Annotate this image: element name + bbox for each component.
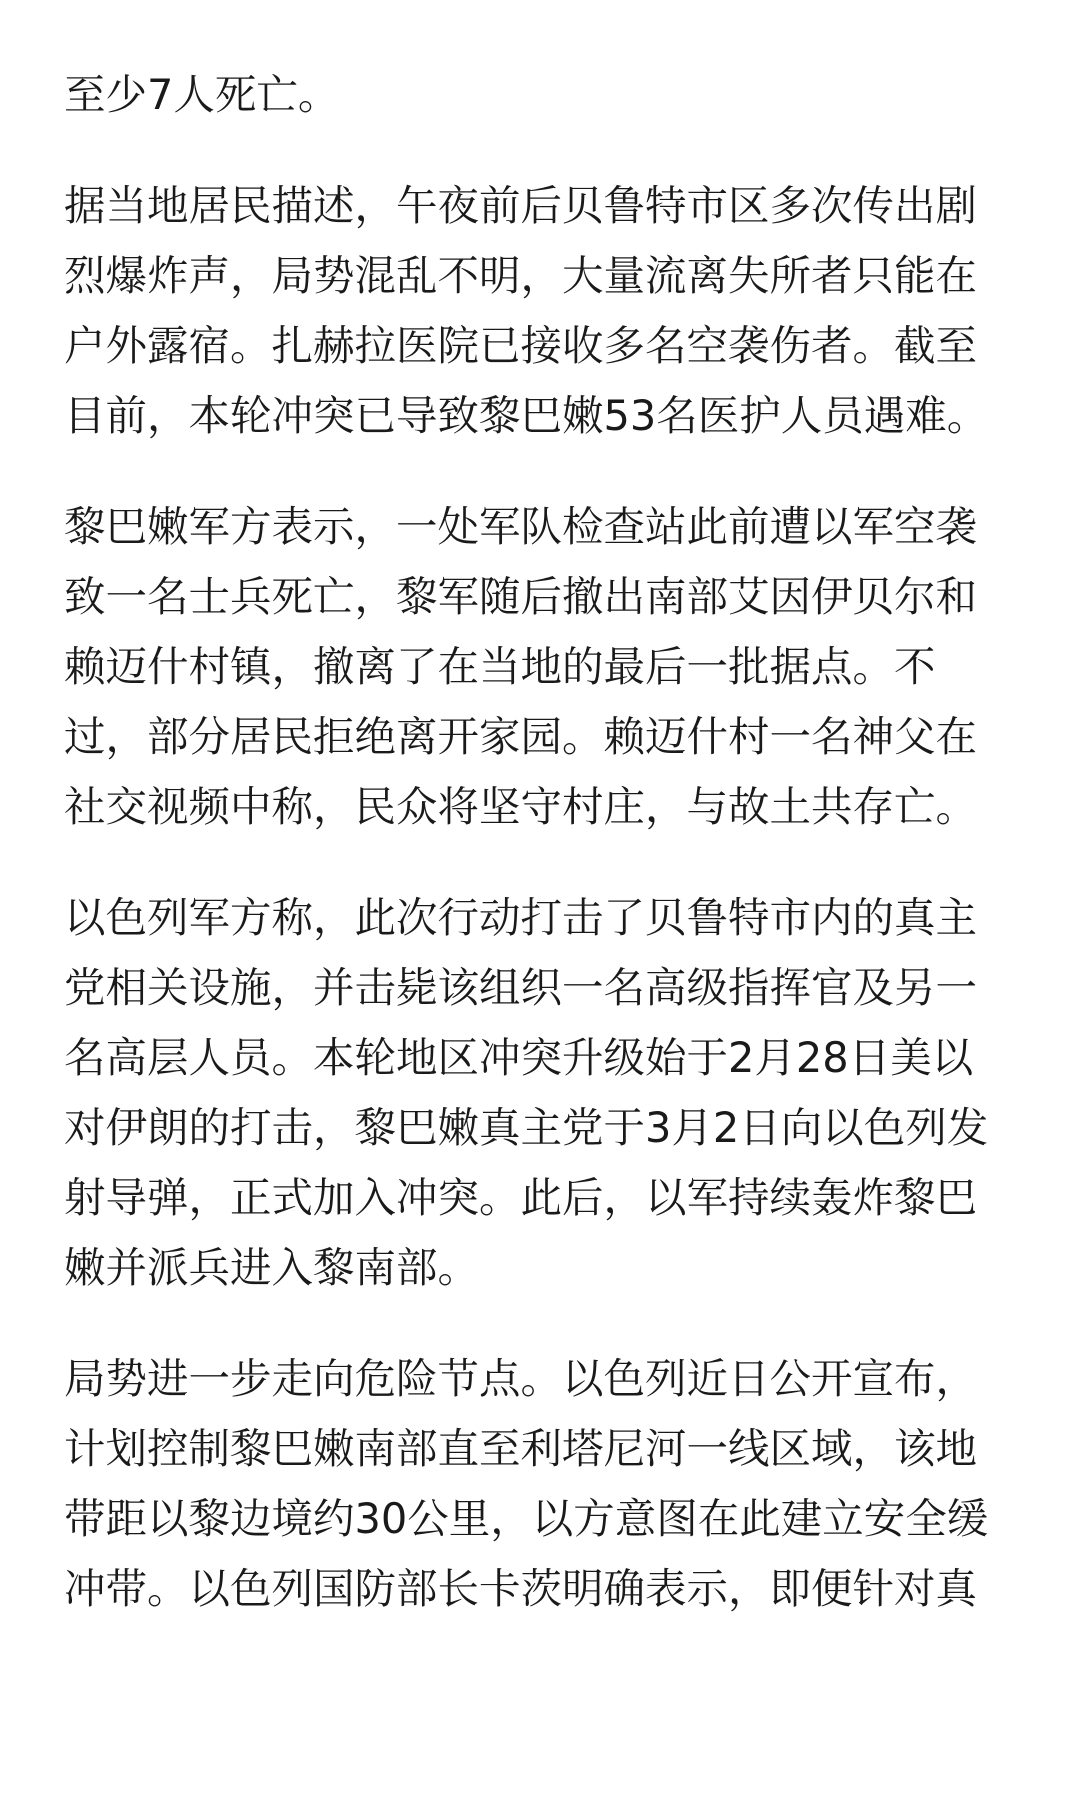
text-line: 致一名士兵死亡，黎军随后撤出南部艾因伊贝尔和 [64, 572, 978, 621]
text-line: 烈爆炸声，局势混乱不明，大量流离失所者只能在 [64, 251, 978, 300]
text-line: 过，部分居民拒绝离开家园。赖迈什村一名神父在 [64, 712, 978, 761]
text-line: 嫩并派兵进入黎南部。 [64, 1243, 480, 1292]
text-line: 党相关设施，并击毙该组织一名高级指挥官及另一 [64, 963, 978, 1012]
text-line: 社交视频中称，民众将坚守村庄，与故土共存亡。 [64, 782, 978, 831]
text-line: 赖迈什村镇，撤离了在当地的最后一批据点。不 [64, 642, 936, 691]
text-line: 黎巴嫩军方表示，一处军队检查站此前遭以军空袭 [64, 502, 978, 551]
text-line: 名高层人员。本轮地区冲突升级始于2月28日美以 [64, 1033, 974, 1082]
text-line: 射导弹，正式加入冲突。此后，以军持续轰炸黎巴 [64, 1173, 978, 1222]
paragraph [64, 60, 1016, 130]
text-line: 对伊朗的打击，黎巴嫩真主党于3月2日向以色列发 [64, 1103, 989, 1152]
paragraph [64, 171, 1016, 451]
text-line: 以色列军方称，此次行动打击了贝鲁特市内的真主 [64, 893, 978, 942]
text-line: 冲带。以色列国防部长卡茨明确表示，即便针对真 [64, 1564, 978, 1613]
text-line: 带距以黎边境约30公里，以方意图在此建立安全缓 [64, 1494, 989, 1543]
text-line: 至少7人死亡。 [64, 70, 340, 119]
text-line: 计划控制黎巴嫩南部直至利塔尼河一线区域，该地 [64, 1424, 978, 1473]
paragraph [64, 1344, 1016, 1624]
text-line: 局势进一步走向危险节点。以色列近日公开宣布， [64, 1354, 978, 1403]
paragraph [64, 492, 1016, 842]
text-line: 户外露宿。扎赫拉医院已接收多名空袭伤者。截至 [64, 321, 978, 370]
paragraph [64, 883, 1016, 1303]
text-line: 目前，本轮冲突已导致黎巴嫩53名医护人员遇难。 [64, 391, 989, 440]
text-line: 据当地居民描述，午夜前后贝鲁特市区多次传出剧 [64, 181, 978, 230]
